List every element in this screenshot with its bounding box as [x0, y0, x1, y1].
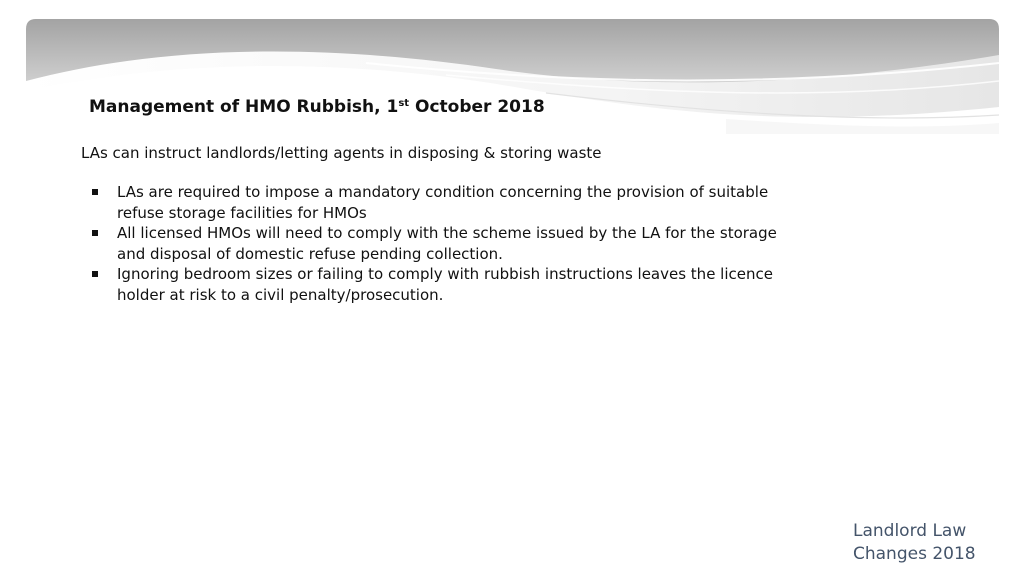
square-bullet-icon: [92, 189, 98, 195]
bullet-text: All licensed HMOs will need to comply with the scheme issued by the LA for the storage and disposal of domestic refuse pending collection.: [117, 224, 777, 263]
footer-text: [853, 520, 1013, 566]
title-superscript: st: [398, 98, 410, 109]
bullet-list: [117, 182, 777, 305]
bullet-item: [117, 264, 777, 305]
bullet-text: Ignoring bedroom sizes or failing to comply with rubbish instructions leaves the licence holder at risk to a civil penalty/prosecution.: [117, 265, 773, 304]
slide-title: [89, 95, 545, 119]
title-rest: October 2018: [409, 97, 545, 117]
bullet-item: [117, 223, 777, 264]
square-bullet-icon: [92, 230, 98, 236]
bullet-item: [117, 182, 777, 223]
title-main: Management of HMO Rubbish, 1: [89, 97, 399, 117]
intro-text: LAs can instruct landlords/letting agents in disposing & storing waste: [81, 144, 602, 162]
square-bullet-icon: [92, 271, 98, 277]
footer-line-2: Changes 2018: [853, 544, 976, 564]
bullet-text: LAs are required to impose a mandatory condition concerning the provision of suitable refuse storage facilities for HMOs: [117, 183, 769, 222]
footer-line-1: Landlord Law: [853, 521, 967, 541]
